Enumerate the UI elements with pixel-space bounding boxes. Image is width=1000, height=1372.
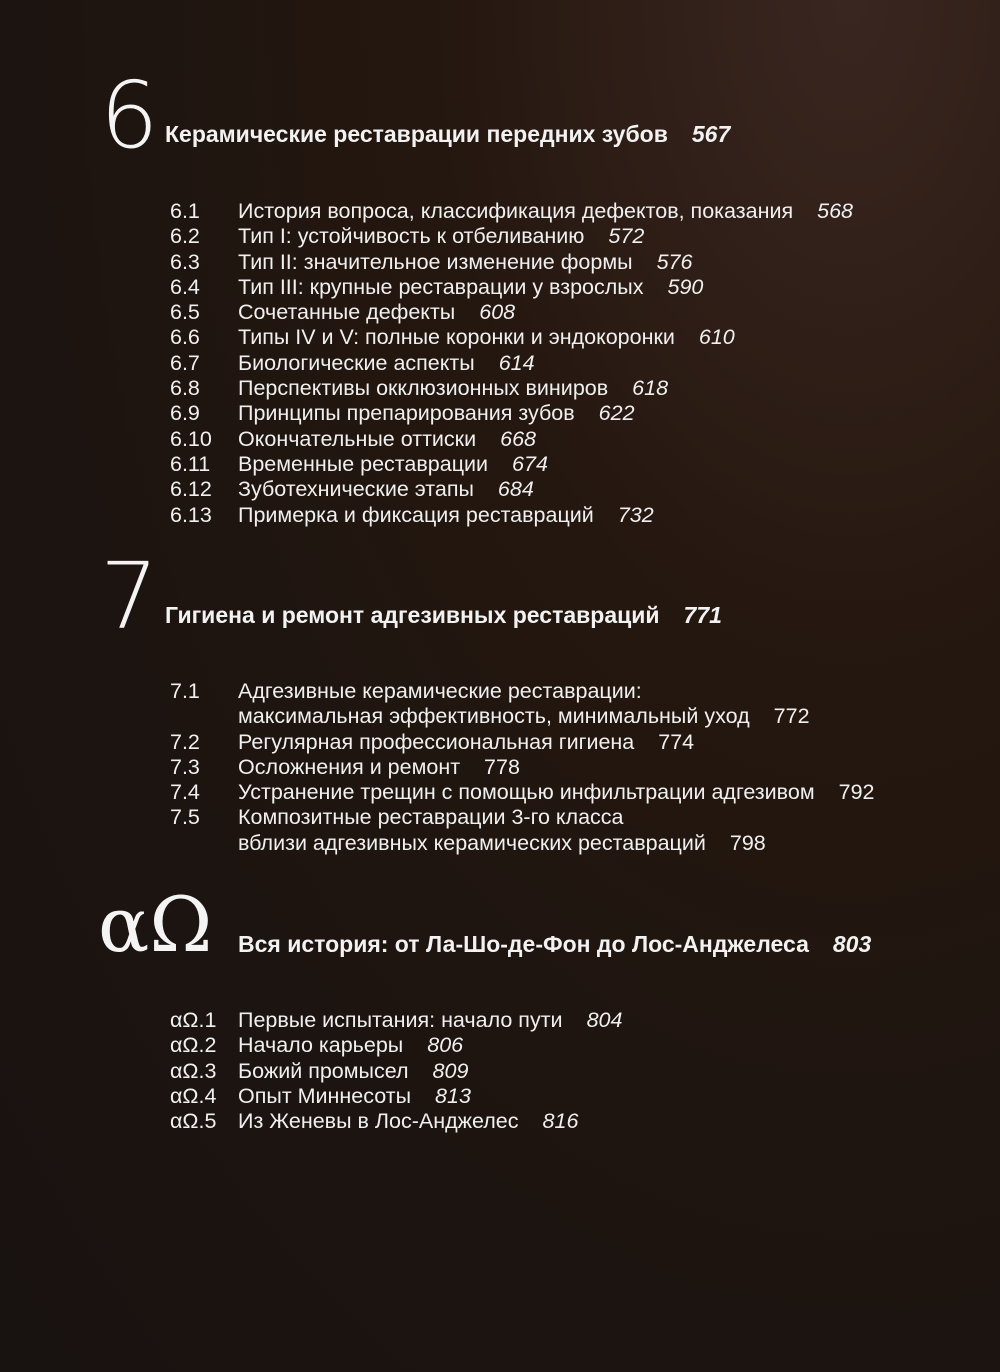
toc-entry[interactable] xyxy=(170,503,853,528)
chapter-title[interactable] xyxy=(165,602,722,629)
toc-entry[interactable] xyxy=(170,1109,622,1134)
toc-entry[interactable] xyxy=(170,1008,622,1033)
section-title: Устранение трещин с помощью инфильтрации адгезивом xyxy=(238,780,815,805)
section-page: 668 xyxy=(500,426,536,451)
section-number: αΩ.4 xyxy=(170,1083,217,1108)
toc-entry[interactable] xyxy=(170,376,853,401)
toc-entry[interactable] xyxy=(170,679,874,730)
section-number: αΩ.5 xyxy=(170,1109,217,1134)
section-title: Принципы препарирования зубов xyxy=(238,401,575,426)
section-page: 809 xyxy=(432,1058,469,1083)
section-title: История вопроса, классификация дефектов, показания xyxy=(238,199,794,223)
toc-entry[interactable] xyxy=(170,755,874,780)
toc-entry[interactable] xyxy=(170,477,853,502)
section-title: Первые испытания: начало пути xyxy=(238,1008,563,1032)
section-title: Композитные реставрации 3-го класса xyxy=(238,805,624,830)
chapter-page: 771 xyxy=(683,602,722,628)
section-title: Начало карьеры xyxy=(238,1033,404,1058)
toc-entry[interactable] xyxy=(170,1059,622,1084)
section-number: 7.3 xyxy=(170,754,200,779)
section-page: 572 xyxy=(608,224,645,249)
toc-entry[interactable] xyxy=(170,805,874,856)
section-page: 568 xyxy=(817,199,853,223)
section-number: 6.9 xyxy=(170,401,200,426)
section-number: 6.1 xyxy=(170,199,200,223)
chapter-page: 803 xyxy=(832,931,872,957)
toc-entry[interactable] xyxy=(170,401,853,426)
section-title: Опыт Миннесоты xyxy=(238,1083,412,1108)
section-title: Тип III: крупные реставрации у взрослых xyxy=(238,274,644,299)
toc-entry[interactable] xyxy=(170,730,874,755)
section-page: 792 xyxy=(838,780,875,805)
section-number: 6.3 xyxy=(170,249,200,274)
section-title: Тип I: устойчивость к отбеливанию xyxy=(238,224,585,249)
section-number: αΩ.3 xyxy=(170,1058,217,1083)
section-page: 732 xyxy=(617,502,654,527)
chapter-title-text: Вся история: от Ла-Шо-де-Фон до Лос-Анджелеса xyxy=(238,931,809,957)
section-page: 674 xyxy=(512,451,548,476)
section-number: αΩ.2 xyxy=(170,1033,217,1058)
section-page: 798 xyxy=(729,830,766,855)
section-title: Осложнения и ремонт xyxy=(238,754,461,779)
section-title: Божий промысел xyxy=(238,1058,409,1083)
chapter-number: 6 xyxy=(100,62,159,169)
section-number: 6.8 xyxy=(170,376,200,401)
toc-entry[interactable] xyxy=(170,427,853,452)
section-title: Биологические аспекты xyxy=(238,350,475,375)
chapter-title-text: Гигиена и ремонт адгезивных реставраций xyxy=(165,602,660,628)
section-title: Перспективы окклюзионных виниров xyxy=(238,376,609,401)
section-page: 772 xyxy=(773,704,810,729)
toc-entry[interactable] xyxy=(170,780,874,805)
section-number: 6.7 xyxy=(170,350,200,375)
section-title: Регулярная профессиональная гигиена xyxy=(238,729,635,754)
section-page: 816 xyxy=(542,1109,579,1134)
section-title: Окончательные оттиски xyxy=(238,426,477,451)
section-number: 6.6 xyxy=(170,325,200,350)
section-title: Из Женевы в Лос-Анджелес xyxy=(238,1109,519,1134)
section-number: 7.2 xyxy=(170,729,200,754)
toc-entry[interactable] xyxy=(170,250,853,275)
section-page: 774 xyxy=(658,729,695,754)
section-title: Временные реставрации xyxy=(238,451,489,476)
section-number: 6.12 xyxy=(170,477,212,502)
toc-entry[interactable] xyxy=(170,325,853,350)
section-number: 7.1 xyxy=(170,679,200,703)
section-title: Зуботехнические этапы xyxy=(238,477,474,502)
section-title-line2: вблизи адгезивных керамических реставраций xyxy=(238,830,706,855)
toc-entry[interactable] xyxy=(170,1033,622,1058)
toc-entry[interactable] xyxy=(170,224,853,249)
chapter-title-text: Керамические реставрации передних зубов xyxy=(165,121,668,147)
section-page: 684 xyxy=(497,477,534,502)
section-title: Примерка и фиксация реставраций xyxy=(238,502,594,527)
section-number: 6.13 xyxy=(170,502,212,527)
toc-entry[interactable] xyxy=(170,351,853,376)
section-number: 7.4 xyxy=(170,780,200,805)
section-list xyxy=(170,199,853,528)
section-number: 6.5 xyxy=(170,300,200,325)
section-title: Сочетанные дефекты xyxy=(238,300,456,325)
section-page: 614 xyxy=(498,350,535,375)
section-title: Тип II: значительное изменение формы xyxy=(238,249,633,274)
chapter-page: 567 xyxy=(691,121,731,147)
chapter-title[interactable] xyxy=(165,121,730,148)
section-page: 778 xyxy=(484,754,520,779)
section-number: 7.5 xyxy=(170,805,200,830)
section-page: 813 xyxy=(435,1083,471,1108)
toc-entry[interactable] xyxy=(170,452,853,477)
chapter-number: 7 xyxy=(100,543,159,650)
section-page: 618 xyxy=(632,376,669,401)
toc-entry[interactable] xyxy=(170,1084,622,1109)
section-title: Адгезивные керамические реставрации: xyxy=(238,679,642,703)
section-number: 6.2 xyxy=(170,224,200,249)
section-page: 576 xyxy=(656,249,693,274)
section-number: αΩ.1 xyxy=(170,1008,217,1032)
toc-entry[interactable] xyxy=(170,300,853,325)
section-number: 6.4 xyxy=(170,274,200,299)
section-page: 806 xyxy=(427,1033,464,1058)
section-list xyxy=(170,679,874,856)
toc-entry[interactable] xyxy=(170,275,853,300)
section-page: 804 xyxy=(586,1008,623,1032)
section-page: 590 xyxy=(667,274,704,299)
section-title-line2: максимальная эффективность, минимальный уход xyxy=(238,704,750,729)
section-title: Типы IV и V: полные коронки и эндокоронки xyxy=(238,325,675,350)
chapter-number: αΩ xyxy=(98,880,213,969)
chapter-title[interactable] xyxy=(238,931,871,958)
section-number: 6.10 xyxy=(170,426,212,451)
toc-entry[interactable] xyxy=(170,199,853,224)
section-page: 610 xyxy=(698,325,735,350)
section-page: 622 xyxy=(598,401,635,426)
section-page: 608 xyxy=(479,300,516,325)
section-number: 6.11 xyxy=(170,451,211,476)
section-list xyxy=(170,1008,622,1134)
